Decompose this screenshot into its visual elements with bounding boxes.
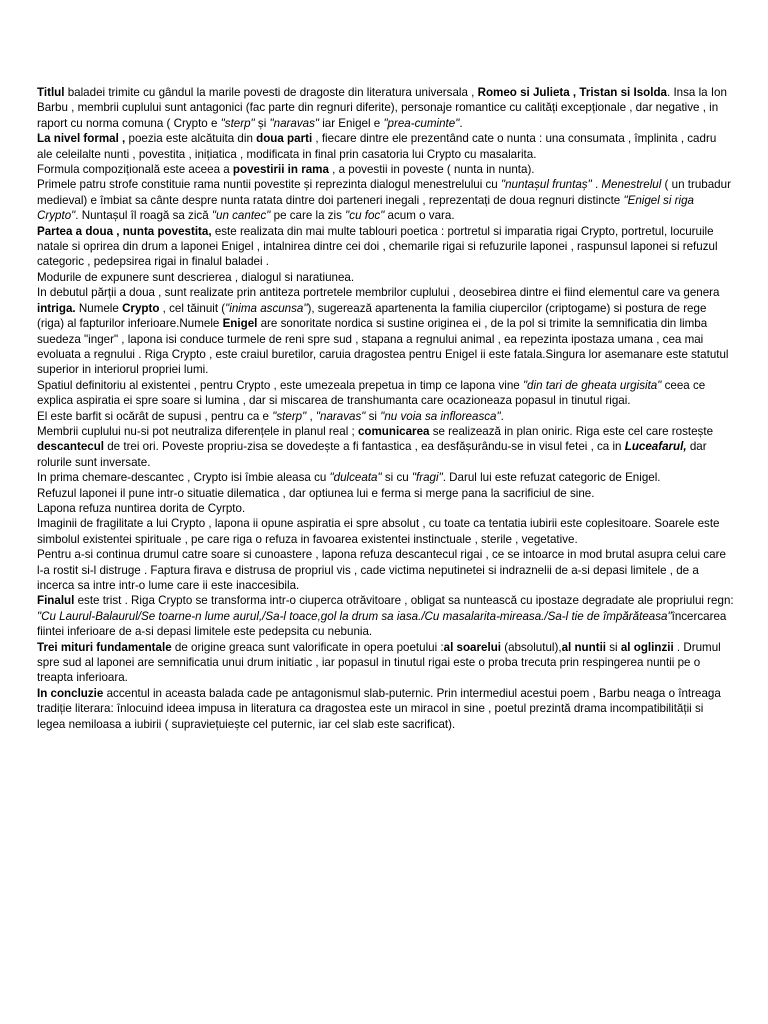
text-run: Formula compozițională este aceea a <box>37 163 233 177</box>
paragraph <box>37 501 734 516</box>
text-run: , <box>306 409 316 423</box>
bold-text: Romeo si Julieta , Tristan si Isolda <box>477 86 668 99</box>
text-run: In prima chemare-descantec , Crypto isi îmbie aleasa cu <box>37 471 330 485</box>
text-run: este realizata din mai multe tablouri poetica : portretul si imparatia rigai Crypto, portretul, locuruile natale si oprirea din drum a laponei Enigel , intalnirea dintre cei doi , chemarile rigai si refuzurile laponei , raspunsul laponei si refuzul categoric , pedepsirea rigai in finalul baladei . <box>37 224 718 269</box>
italic-text: "sterp" <box>272 409 307 423</box>
text-run: ( un trubadur medieval) e îmbiat sa cânte despre nunta ratata dintre doi parteneri inegali , reprezentați de doua regnuri distincte <box>37 178 731 207</box>
paragraph <box>37 270 734 285</box>
text-run: . <box>500 409 504 423</box>
bold-text: Partea a doua , nunta povestita, <box>37 224 212 238</box>
paragraph <box>37 686 734 732</box>
bold-text: Crypto <box>122 301 160 315</box>
text-run: . <box>459 116 463 130</box>
italic-text: Menestrelul <box>601 178 662 192</box>
bold-italic-text: Luceafarul, <box>624 440 687 454</box>
bold-text: descantecul <box>37 440 105 454</box>
text-run: . Nuntașul îl roagă sa zică <box>75 209 212 223</box>
text-run: , a povestii in poveste ( nunta in nunta). <box>328 163 535 177</box>
italic-text: "Cu Laurul-Balaurul/Se toarne-n lume aurul,/Sa-l toace,gol la drum sa iasa./Cu masalarita-mireasa./Sa-l tie de împărăteasa" <box>37 609 672 623</box>
text-run: Pentru a-si continua drumul catre soare si cunoastere , lapona refuza descantecul rigai , ce se intoarce in mod brutal asupra celui care l-a rostit si-l distruge . Faptura firava e distrusa de propriul vis , cade victima neputinetei si indraznelii de a-si depasi limitele , de a incerca sa intre intr-o lume care ii este inaccesibila. <box>37 548 726 592</box>
bold-text: Trei mituri fundamentale <box>37 640 172 654</box>
text-run: , cel tăinuit ( <box>159 301 226 315</box>
text-run: încercarea fiintei inferioare de a-si depasi limitele este pedepsita cu nebunia. <box>37 609 727 639</box>
paragraph <box>37 424 734 470</box>
paragraph <box>37 131 734 162</box>
bold-text: doua parti <box>256 132 313 146</box>
text-run: dar rolurile sunt inversate. <box>37 440 707 469</box>
paragraph <box>37 640 734 686</box>
paragraph <box>37 85 734 131</box>
italic-text: "fragi" <box>411 471 443 485</box>
text-run: de origine greaca sunt valorificate in opera poetului : <box>171 640 444 654</box>
text-run: si cu <box>381 471 412 485</box>
paragraph <box>37 486 734 501</box>
paragraph <box>37 470 734 485</box>
paragraph <box>37 162 734 177</box>
text-run: accentul in aceasta balada cade pe antagonismul slab-puternic. Prin intermediul acestui poem , Barbu neaga o întreaga tradiție literara: înlocuind ideea impusa in literatura ca dragostea este un miracol in sine , poetul prezintă drama incompatibilității si legea nemiloasa a iubirii ( supraviețuiește cel puternic, iar cel slab este sacrificat). <box>37 686 721 731</box>
bold-text: comunicarea <box>357 424 430 438</box>
italic-text: "din tari de gheata urgisita" <box>522 378 662 392</box>
paragraph <box>37 285 734 377</box>
italic-text: "Enigel si riga Crypto" <box>37 193 694 223</box>
paragraph <box>37 593 734 639</box>
italic-text: "inima ascunsa" <box>225 301 308 315</box>
document-page <box>37 85 734 732</box>
text-run: baladei trimite cu gândul la marile povesti de dragoste din literatura universala , <box>64 86 478 99</box>
text-run: iar Enigel e <box>318 116 384 130</box>
text-run: Lapona refuza nuntirea dorita de Cyrpto. <box>37 501 246 515</box>
italic-text: "sterp" <box>220 116 255 130</box>
text-run: de trei ori. Poveste propriu-zisa se dovedește a fi fantastica , ea desfășurându-se in visul fetei , ca in <box>104 440 625 454</box>
bold-text: povestirii in rama <box>232 163 329 177</box>
text-run: Imaginii de fragilitate a lui Crypto , lapona ii opune aspiratia ei spre absolut , cu toate ca tentatia iubirii este coplesitoare. Soarele este simbolul existentei spirituale , pe care riga o refuza in favoarea existentei instinctuale , sterile , vegetative. <box>37 517 720 546</box>
bold-text: intriga. <box>37 301 76 315</box>
text-run: Membrii cuplului nu-si pot neutraliza diferențele in planul real ; <box>37 424 358 438</box>
text-run: Spatiul definitoriu al existentei , pentru Crypto , este umezeala prepetua in timp ce lapona vine <box>37 378 523 392</box>
text-run: El este barfit si ocărât de supusi , pentru ca e <box>37 409 273 423</box>
paragraph <box>37 177 734 223</box>
italic-text: "un cantec" <box>211 209 271 223</box>
text-run: In debutul părții a doua , sunt realizate prin antiteza portretele membrilor cuplului , deosebirea dintre ei fiind elementul care va genera <box>37 286 720 300</box>
bold-text: Enigel <box>222 317 258 331</box>
text-run: Modurile de expunere sunt descrierea , dialogul si naratiunea. <box>37 270 355 284</box>
text-run: Refuzul laponei il pune intr-o situatie dilematica , dar optiunea lui e ferma si merge pana la sacrificiul de sine. <box>37 486 595 500</box>
bold-text: Finalul <box>37 594 75 608</box>
paragraph <box>37 378 734 409</box>
text-run: pe care la zis <box>270 209 346 223</box>
text-run: si <box>365 409 381 423</box>
text-run: ceea ce explica aspiratia ei spre soare si lumina , dar si miscarea de transhumanta care ocazioneaza popasul in tinutul rigai. <box>37 378 706 408</box>
text-run: (absolutul), <box>501 640 562 654</box>
paragraph <box>37 516 734 547</box>
text-run: este trist . Riga Crypto se transforma intr-o ciuperca otrăvitoare , obligat sa nuntească cu ipostaze degradate ale propriului regn: <box>74 594 734 608</box>
paragraph <box>37 409 734 424</box>
text-run: Primele patru strofe constituie rama nuntii povestite și reprezinta dialogul menestrelului cu <box>37 178 501 192</box>
italic-text: "cu foc" <box>345 209 385 223</box>
text-run: . <box>591 178 602 192</box>
italic-text: "nuntașul fruntaș" <box>500 178 592 192</box>
text-run: Numele <box>75 301 123 315</box>
text-run: și <box>254 116 270 130</box>
text-run: poezia este alcătuita din <box>125 132 257 146</box>
italic-text: "prea-cuminte" <box>383 116 460 130</box>
bold-text: al oglinzii <box>620 640 674 654</box>
text-run: are sonoritate nordica si sustine originea ei , de la pol si trimite la semnificatia din limba suedeza "inger" , lapona isi conduce turmele de reni spre sud , stapana a regnului animal , ea repezinta ipostaza umana , cea mai evoluata a regnului . Riga Crypto , este craiul buretilor, caruia dragostea pentru Enigel ii este fatala.Singura lor asemanare este statutul superior in interiorul propriei lumi. <box>37 317 729 377</box>
text-run: . Drumul spre sud al laponei are semnificatia unui drum initiatic , iar popasul in tinutul rigai este o proba trecuta prin respingerea nuntii pe o treapta inferioara. <box>37 640 721 685</box>
italic-text: "nu voia sa infloreasca" <box>380 409 501 423</box>
bold-text: Titlul <box>37 86 65 99</box>
bold-text: al nuntii <box>561 640 607 654</box>
bold-text: In concluzie <box>37 686 104 700</box>
text-run: , fiecare dintre ele prezentând cate o nunta : una consumata , împlinita , cadru ale celeilalte nunti , povestita , inițiatica , modificata in final prin casatoria lui Crypto cu masalarita. <box>37 132 717 161</box>
italic-text: "naravas" <box>269 116 319 130</box>
text-run: se realizează in plan oniric. Riga este cel care rostește <box>429 424 714 438</box>
paragraph <box>37 547 734 593</box>
text-run: acum o vara. <box>384 209 455 223</box>
italic-text: "dulceata" <box>329 471 382 485</box>
text-run: . Insa la Ion Barbu , membrii cuplului sunt antagonici (fac parte din regnuri diferite), personaje romantice cu calități excepționale , dar negative , in raport cu norma comuna ( Crypto e <box>37 86 727 130</box>
paragraph <box>37 224 734 270</box>
text-run: si <box>606 640 621 654</box>
italic-text: "naravas" <box>315 409 366 423</box>
text-run: . Darul lui este refuzat categoric de Enigel. <box>442 471 661 485</box>
bold-text: La nivel formal , <box>37 132 126 146</box>
bold-text: al soarelui <box>443 640 501 654</box>
text-run: ), sugerează apartenenta la familia ciupercilor (criptogame) si postura de rege (riga) al fapturilor inferioare.Numele <box>37 301 707 331</box>
